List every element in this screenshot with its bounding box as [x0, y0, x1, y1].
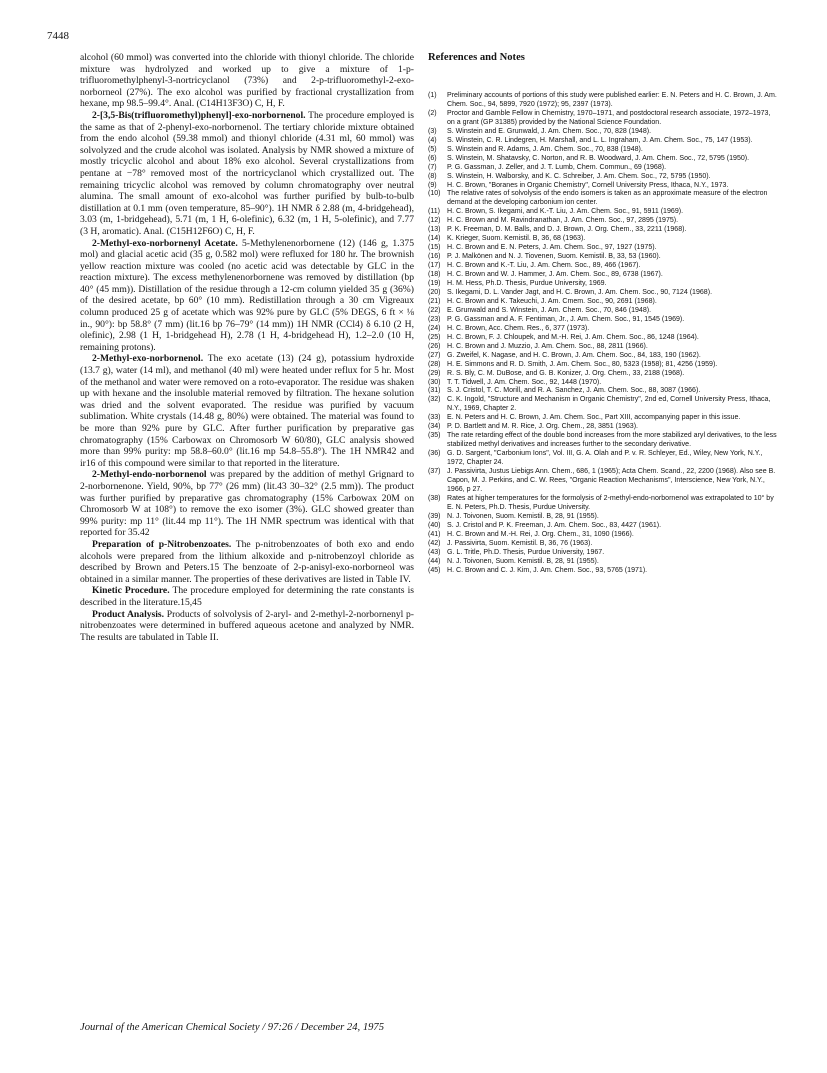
reference-item	[428, 271, 780, 280]
reference-number: (25)	[428, 333, 441, 341]
reference-text: R. S. Bly, C. M. DuBose, and G. B. Konizer, J. Org. Chem., 33, 2188 (1968).	[447, 369, 685, 377]
reference-text: H. C. Brown and E. N. Peters, J. Am. Chem. Soc., 97, 1927 (1975).	[447, 244, 657, 252]
reference-text: H. C. Brown and M.-H. Rei, J. Org. Chem., 31, 1090 (1966).	[447, 530, 634, 538]
reference-text: S. J. Cristol, T. C. Morill, and R. A. Sanchez, J. Am. Chem. Soc., 88, 3087 (1966).	[447, 387, 701, 395]
reference-item	[428, 298, 780, 307]
reference-item	[428, 190, 780, 208]
reference-item	[428, 396, 780, 414]
reference-text: H. C. Brown, S. Ikegami, and K.-T. Liu, J. Am. Chem. Soc., 91, 5911 (1969).	[447, 208, 684, 216]
reference-number: (10)	[428, 190, 441, 198]
reference-item	[428, 540, 780, 549]
reference-item	[428, 137, 780, 146]
reference-text: H. C. Brown and M. Ravindranathan, J. Am. Chem. Soc., 97, 2895 (1975).	[447, 217, 679, 225]
reference-number: (4)	[428, 136, 437, 144]
reference-number: (42)	[428, 539, 441, 547]
reference-text: P. K. Freeman, D. M. Balls, and D. J. Brown, J. Org. Chem., 33, 2211 (1968).	[447, 226, 687, 234]
reference-number: (40)	[428, 521, 441, 529]
reference-item	[428, 531, 780, 540]
reference-item	[428, 307, 780, 316]
body-text-column	[80, 52, 414, 643]
reference-number: (36)	[428, 450, 441, 458]
paragraph-text: was prepared by the addition of methyl Grignard to 2-norbornenone. Yield, 90%, bp 77° (26 mm) (lit.43 30–32° (2.5 mm)). The product was further purified by preparative gas chromatography (15% Carbowax 20M on Chromosorb W at 108°) to remove the exo isomer (3%). GLC showed greater than 99% purity: mp 11° (lit.44 mp 11°). The 1H NMR spectrum was identical with that reported for 35.42	[80, 469, 414, 539]
reference-item	[428, 495, 780, 513]
reference-number: (41)	[428, 530, 441, 538]
reference-text: P. D. Bartlett and M. R. Rice, J. Org. Chem., 28, 3851 (1963).	[447, 423, 639, 431]
reference-text: S. Winstein, C. R. Lindegren, H. Marshall, and L. L. Ingraham, J. Am. Chem. Soc., 75, 147 (1953).	[447, 136, 753, 144]
reference-number: (13)	[428, 226, 441, 234]
reference-number: (22)	[428, 306, 441, 314]
reference-text: P. J. Malkönen and N. J. Tiovenen, Suom. Kemistil. B, 33, 53 (1960).	[447, 253, 661, 261]
paragraph-text: The exo acetate (13) (24 g), potassium hydroxide (13.7 g), water (14 ml), and methanol (40 ml) were heated under reflux for 5 hr. Most of the methanol and water were removed on a roto-evaporator. The residue was shaken up with hexane and the insoluble material removed by filtration. The hexane solution was dried and the solvent evaporated. The residue was purified by vacuum sublimation. White crystals (14.48 g, 80%) were obtained. The material was found to be more than 92% pure by GLC. After further purification by preparative gas chromatography (15% Carbowax on Chromosorb W 60/80), GLC analysis showed more than 99% purity: mp 58.8–60.0° (lit.16 mp 54.8–55.8°). The 1H NMR42 and ir16 of this compound were similar to that reported in the literature.	[80, 353, 414, 469]
reference-number: (30)	[428, 378, 441, 386]
reference-number: (38)	[428, 494, 441, 502]
reference-item	[428, 414, 780, 423]
paragraph: alcohol (60 mmol) was converted into the chloride with thionyl chloride. The chloride mixture was hydrolyzed and worked up to give a mixture of 1-p-trifluoromethylphenyl-3-nortricyclanol (73%) and 2-p-trifluoromethyl-2-exo-norborneol (27%). The exo alcohol was purified by fractional crystallization from hexane, mp 98.5–99.4°. Anal. (C14H13F3O) C, H, F.	[80, 52, 414, 110]
reference-text: H. C. Brown and J. Muzzio, J. Am. Chem. Soc., 88, 2811 (1966).	[447, 342, 648, 350]
references-heading: References and Notes	[428, 52, 525, 63]
reference-number: (17)	[428, 262, 441, 270]
reference-text: G. D. Sargent, "Carbonium Ions", Vol. III, G. A. Olah and P. v. R. Schleyer, Ed., Wiley, New York, N.Y., 1972, Chapter 24.	[447, 450, 763, 467]
reference-text: E. N. Peters and H. C. Brown, J. Am. Chem. Soc., Part XIII, accompanying paper in this issue.	[447, 414, 741, 422]
paragraph-text: 5-Methylenenorbornene (12) (146 g, 1.375 mol) and glacial acetic acid (35 g, 0.582 mol) were refluxed for 180 hr. The brownish yellow reaction mixture was cooled (no acetic acid was detectable by GLC in the reaction mixture). The excess methylenenorbornene was removed by distillation (bp 40° (45 mm)). Distillation of the residue through a 12-cm column yielded 35 g (36%) of the desired acetate, bp 60° (10 mm). Redistillation through a 30 cm Vigreaux column produced 25 g of acetate which was 92% pure by GLC (5% DEGS, 6 ft × ⅛ in., 90°): bp 58.8° (7 mm) (lit.16 bp 76–79° (14 mm)) 1H NMR (CCl4) δ 6.10 (2 H, olefinic), 2.98 (1 H, 1-bridgehead H), 2.78 (1 H, 4-bridgehead H), 1.2–2.0 (10 H, remaining protons).	[80, 237, 414, 353]
reference-text: J. Passivirta, Suom. Kemistil. B, 36, 76 (1963).	[447, 539, 593, 547]
reference-item	[428, 226, 780, 235]
paragraph-text: The p-nitrobenzoates of both exo and endo alcohols were prepared from the lithium alkoxide and p-nitrobenzoyl chloride as described by Brown and Peters.15 The benzoate of 2-p-anisyl-exo-norborneol was obtained in a similar manner. The properties of these derivatives are listed in Table IV.	[80, 538, 414, 585]
reference-item	[428, 343, 780, 352]
reference-text: S. Ikegami, D. L. Vander Jagt, and H. C. Brown, J. Am. Chem. Soc., 90, 7124 (1968).	[447, 288, 713, 296]
reference-text: E. Grunwald and S. Winstein, J. Am. Chem. Soc., 70, 846 (1948).	[447, 306, 652, 314]
reference-text: K. Krieger, Suom. Kemistil. B, 36, 68 (1963).	[447, 235, 586, 243]
references-column	[428, 52, 780, 575]
reference-number: (3)	[428, 127, 437, 135]
reference-item	[428, 155, 780, 164]
reference-number: (34)	[428, 423, 441, 431]
paragraph	[80, 110, 414, 238]
reference-item	[428, 110, 780, 128]
reference-text: The rate retarding effect of the double bond increases from the more stabilized aryl derivatives, to the less stabilized methyl derivatives and increases further to the secondary derivative.	[447, 432, 777, 449]
reference-text: H. C. Brown and W. J. Hammer, J. Am. Chem. Soc., 89, 6738 (1967).	[447, 271, 663, 279]
reference-item	[428, 182, 780, 191]
reference-item	[428, 253, 780, 262]
reference-number: (37)	[428, 468, 441, 476]
section-heading: 2-Methyl-endo-norbornenol	[92, 469, 207, 481]
paragraph	[80, 585, 414, 608]
paragraph-text: The procedure employed is the same as that of 2-phenyl-exo-norbornenol. The tertiary chloride mixture obtained from the endo alcohol (59.38 mmol) and thionyl chloride (4.31 ml, 60 mmol) was solvolyzed and the crude alcohol was isolated. Analysis by NMR showed a mixture of mostly tricyclic alcohol and about 18% exo alcohol. Several crystallizations from pentane at −78° removed most of the nortricyclanol which crystallized out. The remaining tricyclic alcohol was removed by column chromatography over neutral alumina. The small amount of exo-alcohol was further purified by bulb-to-bulb distillation at 0.1 mm (oven temperature, 85–90°). 1H NMR δ 2.88 (m, 4-bridgehead), 3.03 (m, 1-bridgehead), 5.71 (m, 1 H, 6-olefinic), 6.32 (m, 1 H, 5-olefinic), and 7.77 (3 H, aromatic). Anal. (C15H12F6O) C, H, F.	[80, 109, 414, 237]
reference-item	[428, 316, 780, 325]
reference-number: (21)	[428, 297, 441, 305]
paragraph	[80, 353, 414, 469]
reference-item	[428, 379, 780, 388]
reference-text: T. T. Tidwell, J. Am. Chem. Soc., 92, 1448 (1970).	[447, 378, 602, 386]
reference-text: H. M. Hess, Ph.D. Thesis, Purdue University, 1969.	[447, 280, 607, 288]
reference-item	[428, 549, 780, 558]
reference-text: C. K. Ingold, "Structure and Mechanism in Organic Chemistry", 2nd ed, Cornell University Press, Ithaca, N.Y., 1969, Chapter 2.	[447, 396, 771, 413]
paragraph-text: Products of solvolysis of 2-aryl- and 2-methyl-2-norbornenyl p-nitrobenzoates were determined in buffered aqueous acetone and analyzed by NMR. The results are tabulated in Table II.	[80, 608, 414, 643]
section-heading: 2-Methyl-exo-norbornenol.	[92, 353, 204, 365]
reference-text: J. Passivirta, Justus Liebigs Ann. Chem., 686, 1 (1965); Acta Chem. Scand., 22, 2200 (1968). Also see B. Capon, M. J. Perkins, and C. W. Rees, "Organic Reaction Mechanisms", Interscience, New York, N.Y., 1966, p 27.	[447, 468, 776, 493]
paragraph-text: The procedure employed for determining the rate constants is described in the literature.15,45	[80, 585, 414, 608]
section-heading: 2-Methyl-exo-norbornenyl Acetate.	[92, 237, 238, 249]
reference-number: (14)	[428, 235, 441, 243]
reference-item	[428, 423, 780, 432]
reference-text: P. G. Gassman and A. F. Fentiman, Jr., J. Am. Chem. Soc., 91, 1545 (1969).	[447, 315, 685, 323]
page-number: 7448	[47, 30, 69, 42]
paragraph	[80, 238, 414, 354]
reference-text: N. J. Toivonen, Suom. Kemistil. B, 28, 91 (1955).	[447, 512, 599, 520]
reference-item	[428, 370, 780, 379]
reference-number: (26)	[428, 342, 441, 350]
reference-text: H. E. Simmons and R. D. Smith, J. Am. Chem. Soc., 80, 5323 (1958); 81, 4256 (1959).	[447, 360, 718, 368]
reference-number: (8)	[428, 172, 437, 180]
reference-number: (20)	[428, 288, 441, 296]
reference-item	[428, 361, 780, 370]
reference-number: (6)	[428, 154, 437, 162]
reference-item	[428, 325, 780, 334]
reference-text: S. Winstein, M. Shatavsky, C. Norton, and R. B. Woodward, J. Am. Chem. Soc., 72, 5795 (1950).	[447, 154, 750, 162]
paragraph	[80, 609, 414, 644]
reference-item	[428, 450, 780, 468]
reference-number: (31)	[428, 387, 441, 395]
reference-item	[428, 334, 780, 343]
reference-item	[428, 289, 780, 298]
reference-number: (32)	[428, 396, 441, 404]
reference-number: (5)	[428, 145, 437, 153]
reference-text: The relative rates of solvolysis of the endo isomers is taken as an approximate measure of the electron demand at the developing carbonium ion center.	[447, 190, 768, 207]
reference-item	[428, 567, 780, 576]
section-heading: Product Analysis.	[92, 608, 165, 620]
references-list	[428, 92, 780, 575]
reference-text: H. C. Brown, F. J. Chloupek, and M.-H. Rei, J. Am. Chem. Soc., 86, 1248 (1964).	[447, 333, 699, 341]
reference-item	[428, 262, 780, 271]
reference-number: (19)	[428, 280, 441, 288]
reference-number: (45)	[428, 566, 441, 574]
reference-item	[428, 173, 780, 182]
reference-number: (29)	[428, 369, 441, 377]
reference-number: (16)	[428, 253, 441, 261]
reference-number: (39)	[428, 512, 441, 520]
reference-item	[428, 432, 780, 450]
reference-text: Preliminary accounts of portions of this study were published earlier: E. N. Peters and H. C. Brown, J. Am. Chem. Soc., 94, 5899, 7920 (1972); 95, 2397 (1973).	[447, 92, 777, 108]
reference-text: H. C. Brown and C. J. Kim, J. Am. Chem. Soc., 93, 5765 (1971).	[447, 566, 648, 574]
reference-item	[428, 468, 780, 495]
paragraph	[80, 469, 414, 539]
reference-item	[428, 208, 780, 217]
reference-text: S. Winstein and E. Grunwald, J. Am. Chem. Soc., 70, 828 (1948).	[447, 127, 652, 135]
reference-item	[428, 244, 780, 253]
reference-item	[428, 146, 780, 155]
reference-text: S. J. Cristol and P. K. Freeman, J. Am. Chem. Soc., 83, 4427 (1961).	[447, 521, 662, 529]
reference-number: (28)	[428, 360, 441, 368]
paragraph	[80, 539, 414, 585]
reference-item	[428, 513, 780, 522]
reference-item	[428, 558, 780, 567]
reference-number: (1)	[428, 92, 437, 99]
reference-text: H. C. Brown and K.-T. Liu, J. Am. Chem. Soc., 89, 466 (1967).	[447, 262, 641, 270]
reference-number: (9)	[428, 181, 437, 189]
reference-item	[428, 128, 780, 137]
reference-number: (18)	[428, 271, 441, 279]
reference-number: (43)	[428, 548, 441, 556]
reference-number: (24)	[428, 324, 441, 332]
reference-text: Proctor and Gamble Fellow in Chemistry, 1970–1971, and postdoctoral research associate, 1972–1973, on a grant (GP 31385) provided by the National Science Foundation.	[447, 109, 771, 126]
reference-item	[428, 387, 780, 396]
journal-footer: Journal of the American Chemical Society / 97:26 / December 24, 1975	[80, 1022, 385, 1033]
section-heading: Kinetic Procedure.	[92, 585, 170, 597]
section-heading: Preparation of p-Nitrobenzoates.	[92, 538, 232, 550]
reference-item	[428, 280, 780, 289]
reference-text: Rates at higher temperatures for the formolysis of 2-methyl-endo-norbornenol was extrapolated to 10° by E. N. Peters, Ph.D. Thesis, Purdue University.	[447, 494, 774, 511]
reference-text: P. G. Gassman, J. Zeller, and J. T. Lumb, Chem. Commun., 69 (1968).	[447, 163, 667, 171]
reference-item	[428, 217, 780, 226]
reference-text: G. L. Tritle, Ph.D. Thesis, Purdue University, 1967.	[447, 548, 605, 556]
reference-number: (35)	[428, 432, 441, 440]
reference-text: G. Zweifel, K. Nagase, and H. C. Brown, J. Am. Chem. Soc., 84, 183, 190 (1962).	[447, 351, 701, 359]
reference-number: (27)	[428, 351, 441, 359]
section-heading: 2-[3,5-Bis(trifluoromethyl)phenyl]-exo-norbornenol.	[92, 109, 306, 121]
reference-item	[428, 235, 780, 244]
reference-number: (12)	[428, 217, 441, 225]
reference-item	[428, 352, 780, 361]
reference-text: N. J. Toivonen, Suom. Kemistil. B, 28, 91 (1955).	[447, 557, 599, 565]
reference-text: H. C. Brown and K. Takeuchi, J. Am. Cmem. Soc., 90, 2691 (1968).	[447, 297, 657, 305]
reference-item	[428, 92, 780, 110]
reference-text: H. C. Brown, "Boranes in Organic Chemistry", Cornell University Press, Ithaca, N.Y., 1973.	[447, 181, 729, 189]
reference-number: (44)	[428, 557, 441, 565]
reference-number: (33)	[428, 414, 441, 422]
reference-item	[428, 164, 780, 173]
reference-text: H. C. Brown, Acc. Chem. Res., 6, 377 (1973).	[447, 324, 590, 332]
reference-item	[428, 522, 780, 531]
reference-text: S. Winstein and R. Adams, J. Am. Chem. Soc., 70, 838 (1948).	[447, 145, 643, 153]
reference-text: S. Winstein, H. Walborsky, and K. C. Schreiber, J. Am. Chem. Soc., 72, 5795 (1950).	[447, 172, 711, 180]
reference-number: (15)	[428, 244, 441, 252]
reference-number: (7)	[428, 163, 437, 171]
reference-number: (23)	[428, 315, 441, 323]
reference-number: (2)	[428, 109, 437, 117]
reference-number: (11)	[428, 208, 441, 216]
